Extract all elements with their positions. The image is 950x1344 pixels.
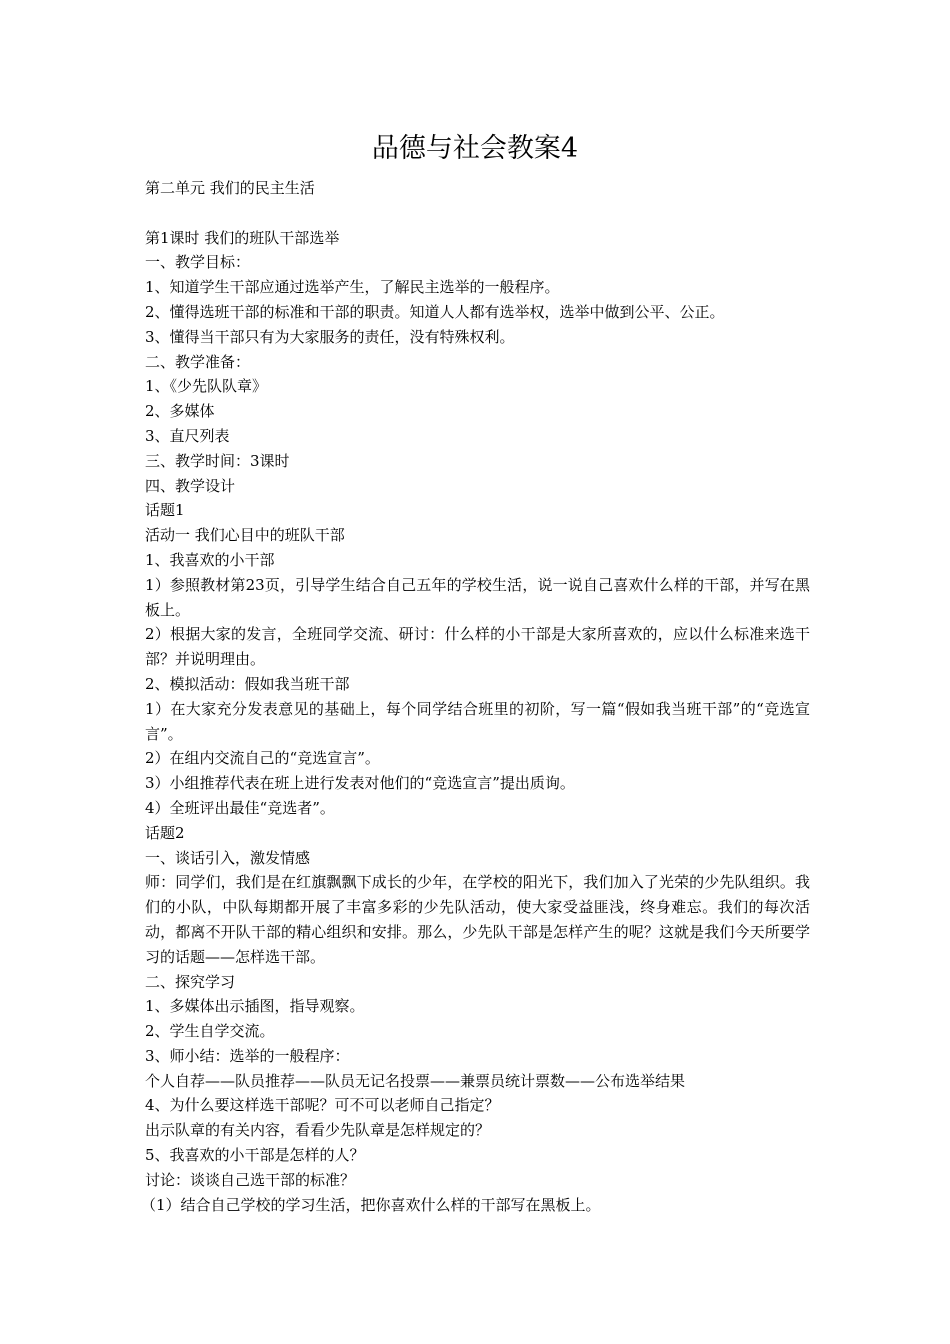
explore-item: 2、学生自学交流。 bbox=[145, 1022, 275, 1041]
item-2-4-text: 4）全班评出最佳“竞选者”。 bbox=[145, 798, 335, 817]
explore-item: 出示队章的有关内容，看看少先队章是怎样规定的？ bbox=[145, 1121, 491, 1140]
item-2-2-text: 2）在组内交流自己的“竞选宣言”。 bbox=[145, 749, 380, 768]
time-heading: 三、教学时间：3课时 bbox=[145, 451, 290, 470]
explore-item: （1）结合自己学校的学习生活，把你喜欢什么样的干部写在黑板上。 bbox=[141, 1195, 601, 1214]
document-title: 品德与社会教案4 bbox=[371, 133, 579, 164]
lesson-heading: 第1课时 我们的班队干部选举 bbox=[145, 228, 340, 247]
intro-heading: 一、谈话引入，激发情感 bbox=[145, 848, 311, 867]
prep-item: 3、直尺列表 bbox=[145, 426, 230, 445]
item-2-heading: 2、模拟活动：假如我当班干部 bbox=[145, 674, 350, 693]
item-2-1-text: 1）在大家充分发表意见的基础上，每个同学结合班里的初阶，写一篇“假如我当班干部”的“竞选宣言”。 bbox=[145, 699, 810, 743]
explore-heading: 二、探究学习 bbox=[145, 972, 236, 991]
prep-item: 2、多媒体 bbox=[145, 402, 215, 421]
prep-item: 1、《少先队队章》 bbox=[145, 377, 268, 396]
topic-1-heading: 话题1 bbox=[145, 501, 185, 520]
explore-item: 个人自荐——队员推荐——队员无记名投票——兼票员统计票数——公布选举结果 bbox=[145, 1071, 686, 1090]
topic-2-heading: 话题2 bbox=[145, 823, 185, 842]
item-2-3-text: 3）小组推荐代表在班上进行发表对他们的“竞选宣言”提出质询。 bbox=[145, 774, 575, 793]
explore-item: 5、我喜欢的小干部是怎样的人？ bbox=[145, 1146, 365, 1165]
intro-text: 师：同学们，我们是在红旗飘飘下成长的少年，在学校的阳光下，我们加入了光荣的少先队组织。我们的小队，中队每期都开展了丰富多彩的少先队活动，使大家受益匪浅，终身难忘。我们的每次活动，都离不开队干部的精心组织和安排。那么，少先队干部是怎样产生的呢？这就是我们今天所要学习的话题——怎样选干部。 bbox=[145, 873, 810, 966]
item-1-1-text: 1）参照教材第23页，引导学生结合自己五年的学校生活，说一说自己喜欢什么样的干部，并写在黑板上。 bbox=[145, 575, 810, 619]
explore-item: 1、多媒体出示插图，指导观察。 bbox=[145, 997, 365, 1016]
objective-item: 1、知道学生干部应通过选举产生，了解民主选举的一般程序。 bbox=[145, 278, 560, 297]
explore-item: 讨论：谈谈自己选干部的标准？ bbox=[145, 1170, 356, 1189]
objectives-heading: 一、教学目标： bbox=[145, 253, 251, 272]
unit-heading: 第二单元 我们的民主生活 bbox=[145, 179, 315, 197]
design-heading: 四、教学设计 bbox=[145, 476, 236, 495]
blank-line bbox=[145, 201, 810, 226]
item-1-2-text: 2）根据大家的发言，全班同学交流、研讨：什么样的小干部是大家所喜欢的，应以什么标准来选干部？并说明理由。 bbox=[145, 625, 810, 669]
explore-item: 4、为什么要这样选干部呢？可不可以老师自己指定？ bbox=[145, 1096, 500, 1115]
activity-1-heading: 活动一 我们心目中的班队干部 bbox=[145, 526, 345, 545]
item-1-heading: 1、我喜欢的小干部 bbox=[145, 550, 275, 569]
explore-item: 3、师小结：选举的一般程序： bbox=[145, 1046, 350, 1065]
objective-item: 3、懂得当干部只有为大家服务的责任，没有特殊权利。 bbox=[145, 327, 515, 346]
prep-heading: 二、教学准备： bbox=[145, 352, 251, 371]
document-body bbox=[141, 176, 810, 1217]
objective-item: 2、懂得选班干部的标准和干部的职责。知道人人都有选举权，选举中做到公平、公正。 bbox=[145, 302, 725, 321]
